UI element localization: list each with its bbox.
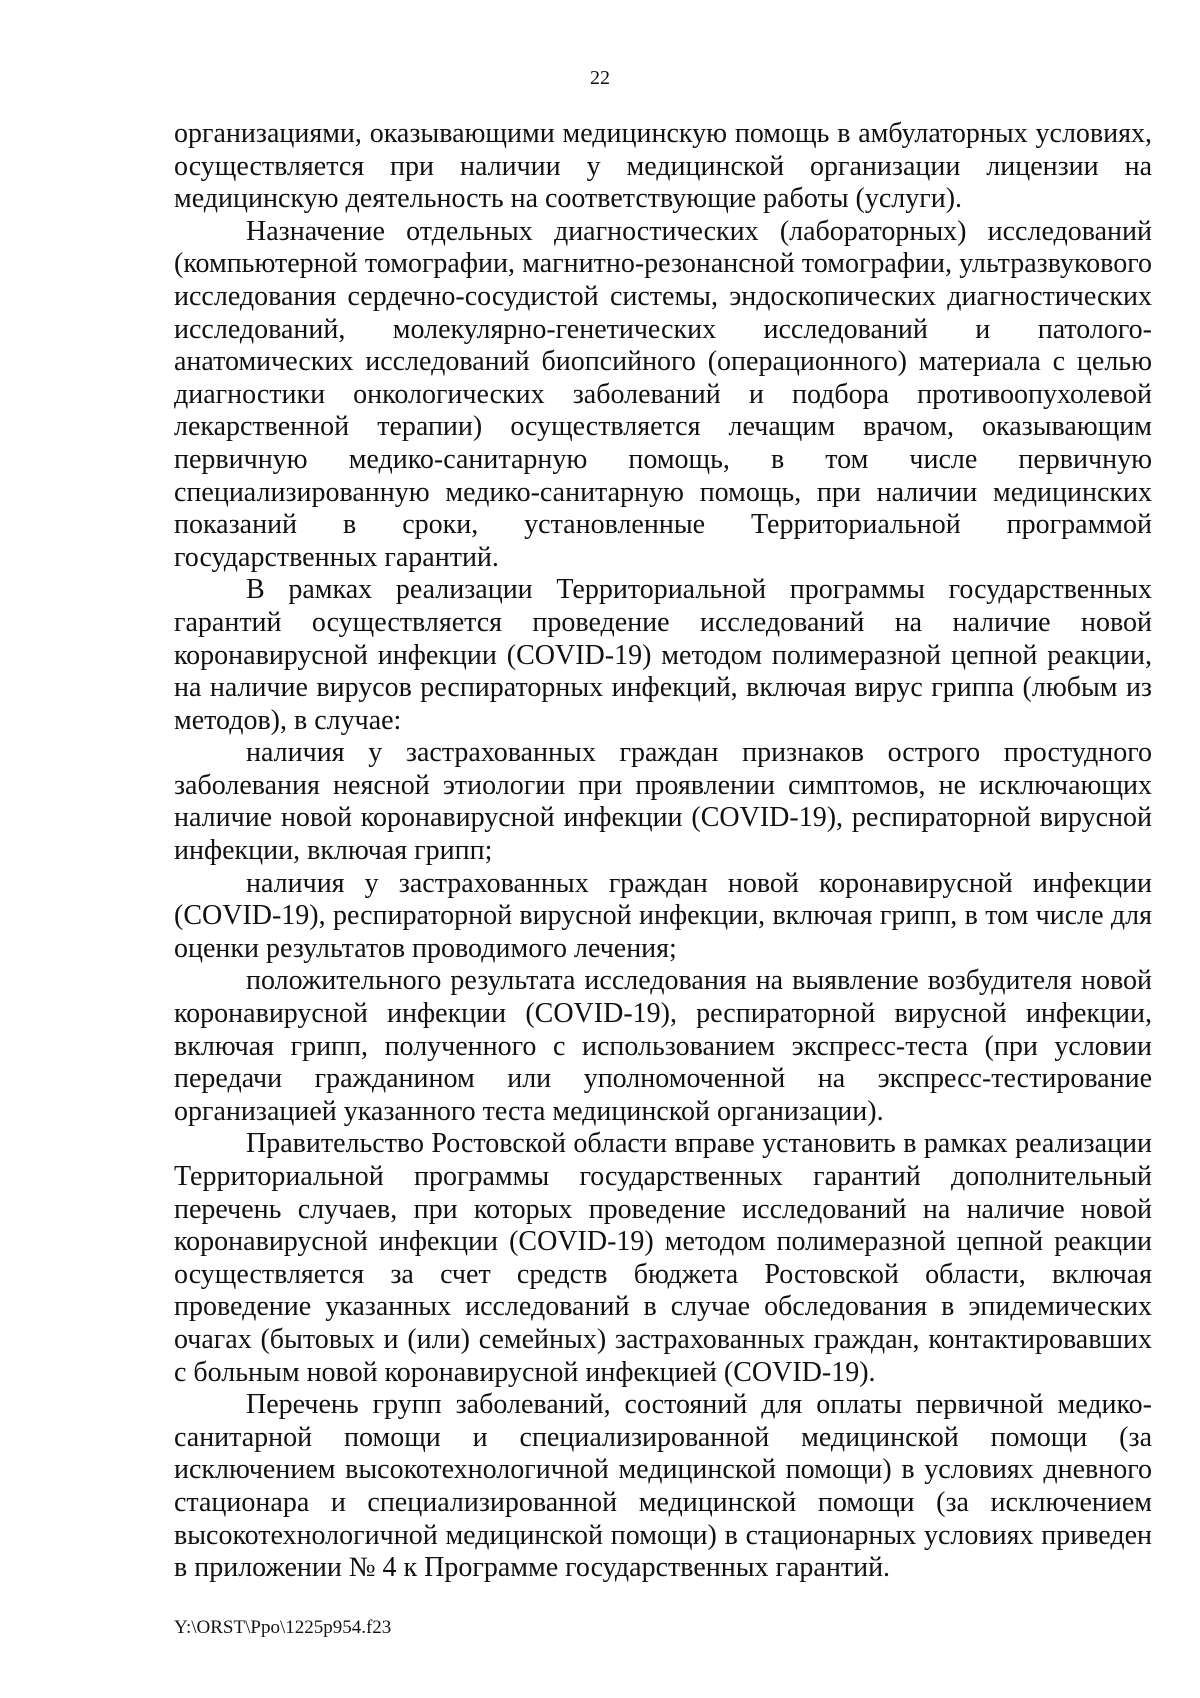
document-body: [174, 118, 1152, 1585]
list-item-symptoms: наличия у застрахованных граждан признаков острого простудного заболевания неясной этиологии при проявлении симптомов, не исключающих наличие новой коронавирусной инфекции (COVID-19), респираторной вирусной инфекции, включая грипп;: [174, 737, 1152, 867]
paragraph-covid-testing: В рамках реализации Территориальной программы государственных гарантий осуществляется проведение исследований на наличие новой коронавирусной инфекции (COVID-19) методом полимеразной цепной реакции, на наличие вирусов респираторных инфекций, включая вирус гриппа (любым из методов), в случае:: [174, 574, 1152, 736]
paragraph-continuation: организациями, оказывающими медицинскую помощь в амбулаторных условиях, осуществляется при наличии у медицинской организации лицензии на медицинскую деятельность на соответствующие работы (услуги).: [174, 118, 1152, 215]
page-number: 22: [590, 67, 610, 89]
list-item-express-test: положительного результата исследования на выявление возбудителя новой коронавирусной инфекции (COVID-19), респираторной вирусной инфекции, включая грипп, полученного с использованием экспресс-теста (при условии передачи гражданином или уполномоченной на экспресс-тестирование организацией указанного теста медицинской организации).: [174, 965, 1152, 1127]
list-item-infection: наличия у застрахованных граждан новой коронавирусной инфекции (COVID-19), респираторной вирусной инфекции, включая грипп, в том числе для оценки результатов проводимого лечения;: [174, 867, 1152, 964]
paragraph-government-right: Правительство Ростовской области вправе установить в рамках реализации Территориальной программы государственных гарантий дополнительный перечень случаев, при которых проведение исследований на наличие новой коронавирусной инфекции (COVID-19) методом полимеразной цепной реакции осуществляется за счет средств бюджета Ростовской области, включая проведение указанных исследований в случае обследования в эпидемических очагах (бытовых и (или) семейных) застрахованных граждан, контактировавших с больным новой коронавирусной инфекцией (COVID-19).: [174, 1128, 1152, 1388]
paragraph-diagnostic-referral: Назначение отдельных диагностических (лабораторных) исследований (компьютерной томографии, магнитно-резонансной томографии, ультразвукового исследования сердечно-сосудистой системы, эндоскопических диагностических исследований, молекулярно-генетических исследований и патолого-анатомических исследований биопсийного (операционного) материала с целью диагностики онкологических заболеваний и подбора противоопухолевой лекарственной терапии) осуществляется лечащим врачом, оказывающим первичную медико-санитарную помощь, в том числе первичную специализированную медико-санитарную помощь, при наличии медицинских показаний в сроки, установленные Территориальной программой государственных гарантий.: [174, 215, 1152, 573]
footer-file-path: Y:\ORST\Ppo\1225p954.f23: [174, 1617, 392, 1638]
paragraph-disease-groups: Перечень групп заболеваний, состояний для оплаты первичной медико-санитарной помощи и специализированной медицинской помощи (за исключением высокотехнологичной медицинской помощи) в условиях дневного стационара и специализированной медицинской помощи (за исключением высокотехнологичной медицинской помощи) в стационарных условиях приведен в приложении № 4 к Программе государственных гарантий.: [174, 1389, 1152, 1584]
